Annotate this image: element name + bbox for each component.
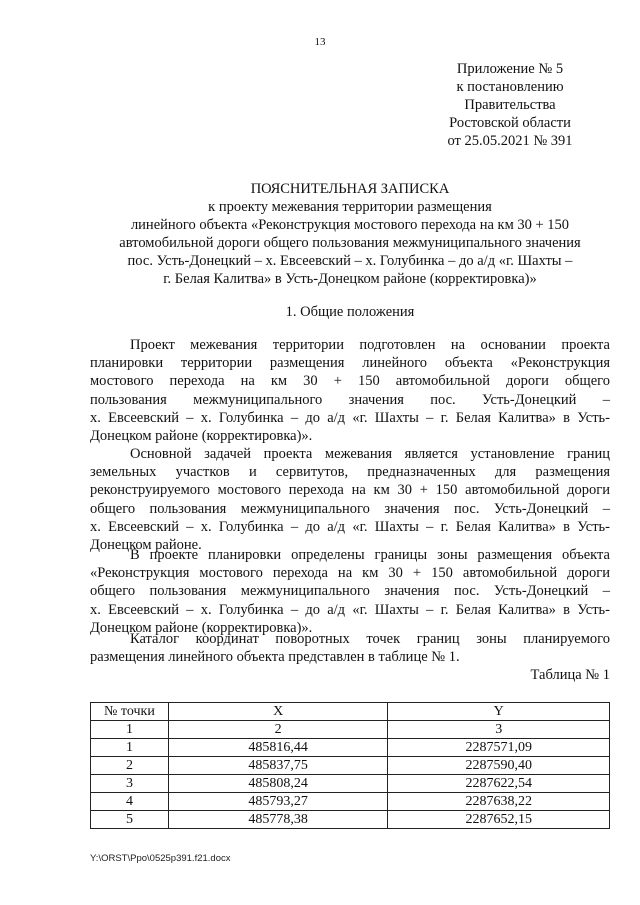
text-line: Основной задачей проекта межевания является установление границ (130, 446, 610, 462)
table-cell: 1 (91, 739, 169, 757)
paragraph-basis (90, 336, 610, 445)
table-cell: 485793,27 (168, 793, 388, 811)
table-cell: 2 (91, 757, 169, 775)
appendix-line: Правительства (464, 97, 556, 113)
table-cell: 2287590,40 (388, 757, 610, 775)
file-path-footer: Y:\ORST\Ppo\0525p391.f21.docx (90, 853, 231, 864)
text-line: х. Евсеевский – х. Голубинка – до а/д «г. Шахты – г. Белая Калитва» в Усть- (90, 601, 610, 618)
table-row (91, 775, 610, 793)
table-cell: 2287571,09 (388, 739, 610, 757)
text-line: Проект межевания территории подготовлен на основании проекта (130, 337, 610, 353)
table-caption: Таблица № 1 (530, 667, 610, 683)
table-row (91, 757, 610, 775)
title-line: к проекту межевания территории размещения (208, 199, 492, 215)
text-line: х. Евсеевский – х. Голубинка – до а/д «г. Шахты – г. Белая Калитва» в Усть- (90, 518, 610, 535)
text-line: общего пользования межмуниципального значения пос. Усть-Донецкий – (90, 500, 610, 517)
header-y: Y (388, 703, 610, 721)
table-row (91, 739, 610, 757)
appendix-line: от 25.05.2021 № 391 (447, 133, 573, 149)
appendix-block (400, 60, 620, 150)
text-line: размещения линейного объекта представлен в таблице № 1. (90, 649, 460, 666)
text-line: реконструируемого мостового перехода на км 30 + 150 автомобильной дороги (90, 482, 610, 499)
text-line: Донецком районе (корректировка)». (90, 428, 313, 445)
paragraph-objective (90, 445, 610, 554)
table-cell: 485808,24 (168, 775, 388, 793)
table-cell: 3 (388, 721, 610, 739)
appendix-line: Приложение № 5 (456, 61, 564, 77)
text-line: общего пользования межмуниципального значения пос. Усть-Донецкий – (90, 583, 610, 600)
text-line: Донецком районе. (90, 537, 202, 554)
paragraph-zone (90, 546, 610, 637)
table-cell: 4 (91, 793, 169, 811)
appendix-line: к постановлению (456, 79, 564, 95)
title-line: ПОЯСНИТЕЛЬНАЯ ЗАПИСКА (250, 181, 450, 197)
document-title (60, 180, 640, 288)
text-line: «Реконструкция мостового перехода на км 30 + 150 автомобильной дороги (90, 565, 610, 582)
title-line: г. Белая Калитва» в Усть-Донецком районе (корректировка)» (163, 271, 537, 287)
text-line: Каталог координат поворотных точек границ зоны планируемого (130, 631, 610, 647)
table-cell: 5 (91, 811, 169, 829)
text-line: земельных участков и сервитутов, предназначенных для размещения (90, 464, 610, 481)
section-heading: 1. Общие положения (285, 304, 415, 320)
text-line: Донецком районе (корректировка)». (90, 619, 313, 636)
text-line: пользования межмуниципального значения пос. Усть-Донецкий – (90, 391, 610, 408)
appendix-line: Ростовской области (449, 115, 571, 131)
table-cell: 2287652,15 (388, 811, 610, 829)
table-cell: 3 (91, 775, 169, 793)
table-index-row (91, 721, 610, 739)
table-row (91, 811, 610, 829)
text-line: х. Евсеевский – х. Голубинка – до а/д «г. Шахты – г. Белая Калитва» в Усть- (90, 409, 610, 426)
header-point: № точки (91, 703, 169, 721)
title-line: автомобильной дороги общего пользования межмуниципального значения (119, 235, 581, 251)
table-cell: 485837,75 (168, 757, 388, 775)
table-cell: 1 (91, 721, 169, 739)
table-cell: 2287638,22 (388, 793, 610, 811)
table-cell: 485816,44 (168, 739, 388, 757)
coordinates-table (90, 702, 610, 829)
text-line: мостового перехода на км 30 + 150 автомобильной дороги общего (90, 373, 610, 390)
table-header-row (91, 703, 610, 721)
table-cell: 2 (168, 721, 388, 739)
text-line: В проекте планировки определены границы зоны размещения объекта (130, 547, 610, 563)
page-number: 13 (314, 36, 326, 48)
table-row (91, 793, 610, 811)
table-cell: 485778,38 (168, 811, 388, 829)
table-cell: 2287622,54 (388, 775, 610, 793)
text-line: планировки территории размещения линейного объекта «Реконструкция (90, 355, 610, 372)
paragraph-catalog (90, 630, 610, 666)
header-x: X (168, 703, 388, 721)
title-line: пос. Усть-Донецкий – х. Евсеевский – х. Голубинка – до а/д «г. Шахты – (127, 253, 573, 269)
title-line: линейного объекта «Реконструкция мостового перехода на км 30 + 150 (130, 217, 570, 233)
